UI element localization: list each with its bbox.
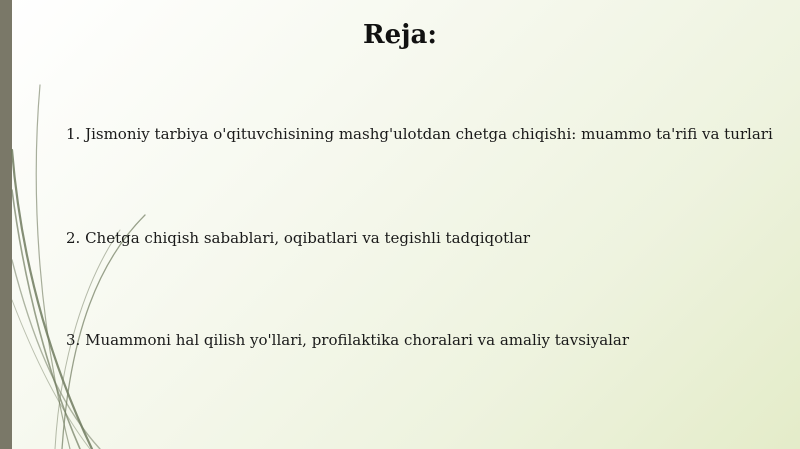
plan-item-2: 2. Chetga chiqish sabablari, oqibatlari va tegishli tadqiqotlar	[66, 229, 531, 247]
slide-title: Reja:	[362, 20, 437, 50]
plan-item-3: 3. Muammoni hal qilish yo'llari, profilaktika choralari va amaliy tavsiyalar	[66, 331, 630, 349]
decorative-grass-lines	[0, 0, 200, 449]
plan-item-1: 1. Jismoniy tarbiya o'qituvchisining mashg'ulotdan chetga chiqishi: muammo ta'rifi va turlari	[66, 125, 773, 143]
